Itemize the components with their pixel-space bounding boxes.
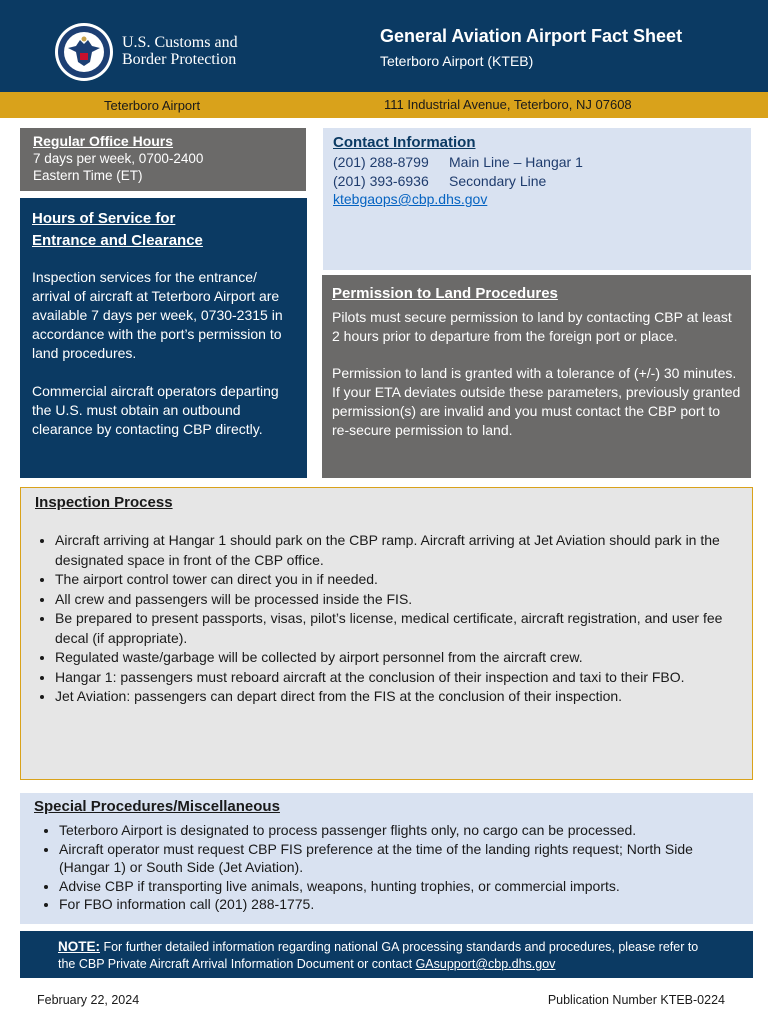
- note-label: NOTE:: [58, 939, 100, 954]
- list-item: • Be prepared to present passports, visas, pilot’s license, medical certificate, aircraft registration, and user fee decal (if appropriate).: [55, 609, 738, 648]
- note-box: [20, 931, 753, 978]
- list-item: • Advise CBP if transporting live animals, weapons, hunting trophies, or commercial imports.: [59, 877, 739, 896]
- list-item: • Regulated waste/garbage will be collected by airport personnel from the aircraft crew.: [55, 648, 738, 668]
- phone-number[interactable]: (201) 393-6936: [333, 173, 429, 189]
- note-text-block: [58, 938, 715, 973]
- service-hours-para-1: Inspection services for the entrance/ arrival of aircraft at Teterboro Airport are available 7 days per week, 0730-2315 in accordance with the port’s permission to land procedures.: [32, 269, 283, 361]
- special-procedures-box: [20, 793, 753, 924]
- special-list: [34, 821, 739, 914]
- list-item: • Hangar 1: passengers must reboard aircraft at the conclusion of their inspection and taxi to their FBO.: [55, 668, 738, 688]
- publication-number: Publication Number KTEB-0224: [547, 993, 725, 1007]
- contact-line: [333, 172, 741, 191]
- special-heading: Special Procedures/Miscellaneous: [34, 798, 280, 815]
- support-email-link[interactable]: GAsupport@cbp.dhs.gov: [415, 957, 556, 971]
- list-item: • For FBO information call (201) 288-1775.: [59, 895, 739, 914]
- agency-line-2: Border Protection: [122, 51, 237, 68]
- permission-box: [322, 275, 751, 478]
- page-title: General Aviation Airport Fact Sheet: [380, 26, 683, 46]
- inspection-list: [35, 531, 738, 707]
- agency-line-1: U.S. Customs and: [122, 34, 238, 51]
- agency-name: [122, 34, 238, 68]
- list-item: • Teterboro Airport is designated to process passenger flights only, no cargo can be processed.: [59, 821, 739, 840]
- office-hours-line-2: Eastern Time (ET): [33, 168, 143, 183]
- list-item: • Aircraft operator must request CBP FIS preference at the time of the landing rights request; North Side (Hangar 1) or South Side (Jet Aviation).: [59, 840, 739, 877]
- note-text: For further detailed information regarding national GA processing standards and procedures, please refer to the CBP Private Aircraft Arrival Information Document or contact: [58, 940, 699, 971]
- inspection-box: [20, 487, 753, 780]
- service-hours-box: [20, 198, 307, 478]
- cbp-seal-icon: [54, 22, 114, 82]
- contact-box: [323, 128, 751, 270]
- list-item: • The airport control tower can direct you in if needed.: [55, 570, 738, 590]
- publication-date: February 22, 2024: [37, 993, 140, 1007]
- inspection-heading: Inspection Process: [35, 494, 173, 511]
- office-hours-line-1: 7 days per week, 0700-2400: [33, 151, 204, 166]
- contact-line: [333, 153, 741, 172]
- list-item: • Jet Aviation: passengers can depart direct from the FIS at the conclusion of their inspection.: [55, 687, 738, 707]
- page-subtitle: Teterboro Airport (KTEB): [380, 53, 534, 69]
- phone-label: Secondary Line: [449, 173, 547, 189]
- list-item: • All crew and passengers will be processed inside the FIS.: [55, 590, 738, 610]
- office-hours-box: [20, 128, 306, 191]
- permission-para-2: Permission to land is granted with a tolerance of (+/-) 30 minutes. If your ETA deviates outside these parameters, previously granted permission(s) are invalid and you must contact the CBP port to re-secure permission to land.: [332, 365, 741, 438]
- permission-heading: Permission to Land Procedures: [332, 285, 558, 302]
- service-hours-heading-2: Entrance and Clearance: [32, 232, 203, 249]
- banner-address: 111 Industrial Avenue, Teterboro, NJ 07608: [384, 97, 632, 112]
- phone-number[interactable]: (201) 288-8799: [333, 154, 429, 170]
- banner-airport: Teterboro Airport: [104, 98, 201, 113]
- service-hours-heading-1: Hours of Service for: [32, 210, 176, 227]
- list-item: • Aircraft arriving at Hangar 1 should park on the CBP ramp. Aircraft arriving at Jet Aviation should park in the designated space in front of the CBP office.: [55, 531, 738, 570]
- permission-para-1: Pilots must secure permission to land by contacting CBP at least 2 hours prior to departure from the foreign port or place.: [332, 309, 732, 344]
- contact-email-link[interactable]: ktebgaops@cbp.dhs.gov: [333, 191, 488, 207]
- office-hours-heading: Regular Office Hours: [33, 133, 174, 149]
- page-header: [0, 0, 768, 92]
- phone-label: Main Line – Hangar 1: [449, 154, 583, 170]
- service-hours-para-2: Commercial aircraft operators departing the U.S. must obtain an outbound clearance by contacting CBP directly.: [32, 383, 279, 437]
- contact-heading: Contact Information: [333, 134, 476, 151]
